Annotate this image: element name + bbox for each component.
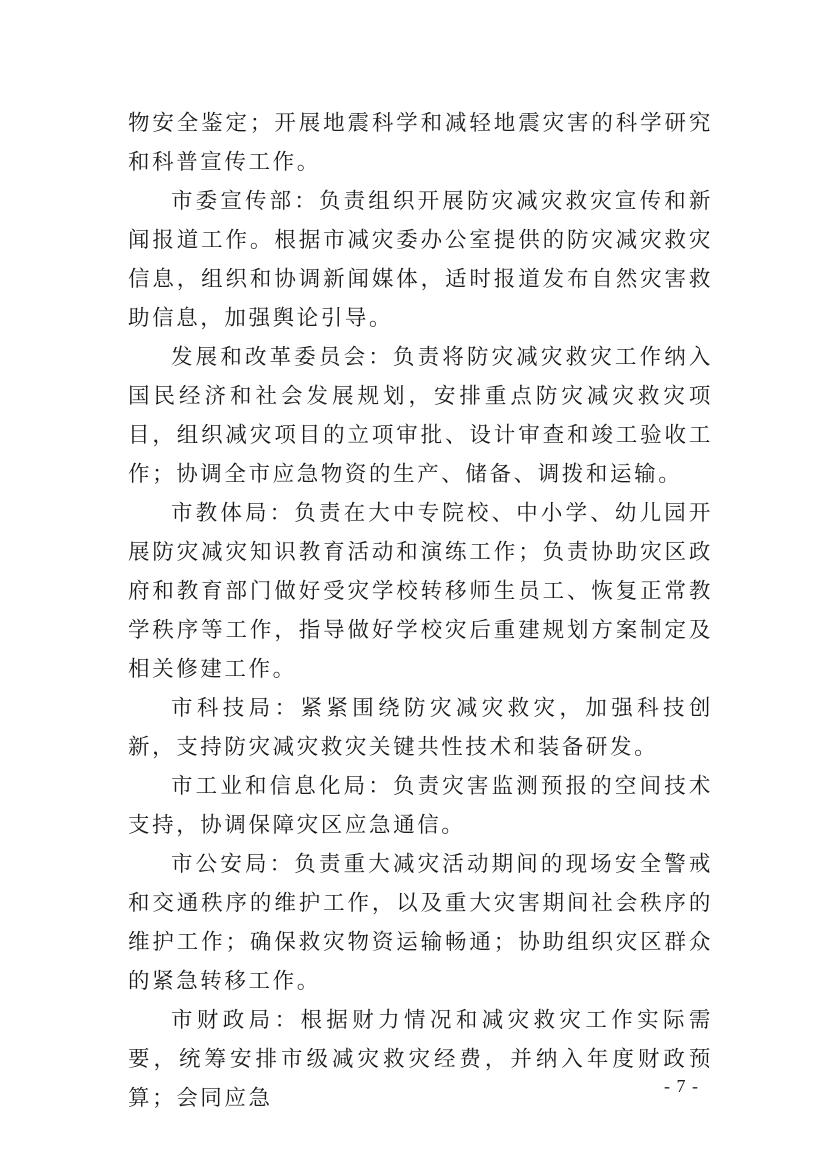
- paragraph-finance-bureau: 市财政局：根据财力情况和减灾救灾工作实际需要，统筹安排市级减灾救灾经费，并纳入年度财政预算；会同应急: [128, 1008, 713, 1111]
- paragraph-development-reform-commission: 发展和改革委员会：负责将防灾减灾救灾工作纳入国民经济和社会发展规划，安排重点防灾减灾救灾项目，组织减灾项目的立项审批、设计审查和竣工验收工作；协调全市应急物资的生产、储备、调拨和运输。: [128, 345, 713, 487]
- document-body: [128, 104, 713, 1118]
- paragraph-education-sports-bureau: 市教体局：负责在大中专院校、中小学、幼儿园开展防灾减灾知识教育活动和演练工作；负责协助灾区政府和教育部门做好受灾学校转移师生员工、恢复正常教学秩序等工作，指导做好学校灾后重建规划方案制定及相关修建工作。: [128, 501, 713, 682]
- page-number: - 7 -: [664, 1076, 699, 1096]
- paragraph-publicity-department: 市委宣传部：负责组织开展防灾减灾救灾宣传和新闻报道工作。根据市减灾委办公室提供的防灾减灾救灾信息，组织和协调新闻媒体，适时报道发布自然灾害救助信息，加强舆论引导。: [128, 189, 713, 331]
- paragraph-public-security-bureau: 市公安局：负责重大减灾活动期间的现场安全警戒和交通秩序的维护工作，以及重大灾害期间社会秩序的维护工作；确保救灾物资运输畅通；协助组织灾区群众的紧急转移工作。: [128, 852, 713, 994]
- paragraph-science-technology-bureau: 市科技局：紧紧围绕防灾减灾救灾，加强科技创新，支持防灾减灾救灾关键共性技术和装备研发。: [128, 696, 713, 760]
- paragraph-industry-it-bureau: 市工业和信息化局：负责灾害监测预报的空间技术支持，协调保障灾区应急通信。: [128, 774, 713, 838]
- paragraph-earthquake-continuation: 物安全鉴定；开展地震科学和减轻地震灾害的科学研究和科普宣传工作。: [128, 111, 713, 175]
